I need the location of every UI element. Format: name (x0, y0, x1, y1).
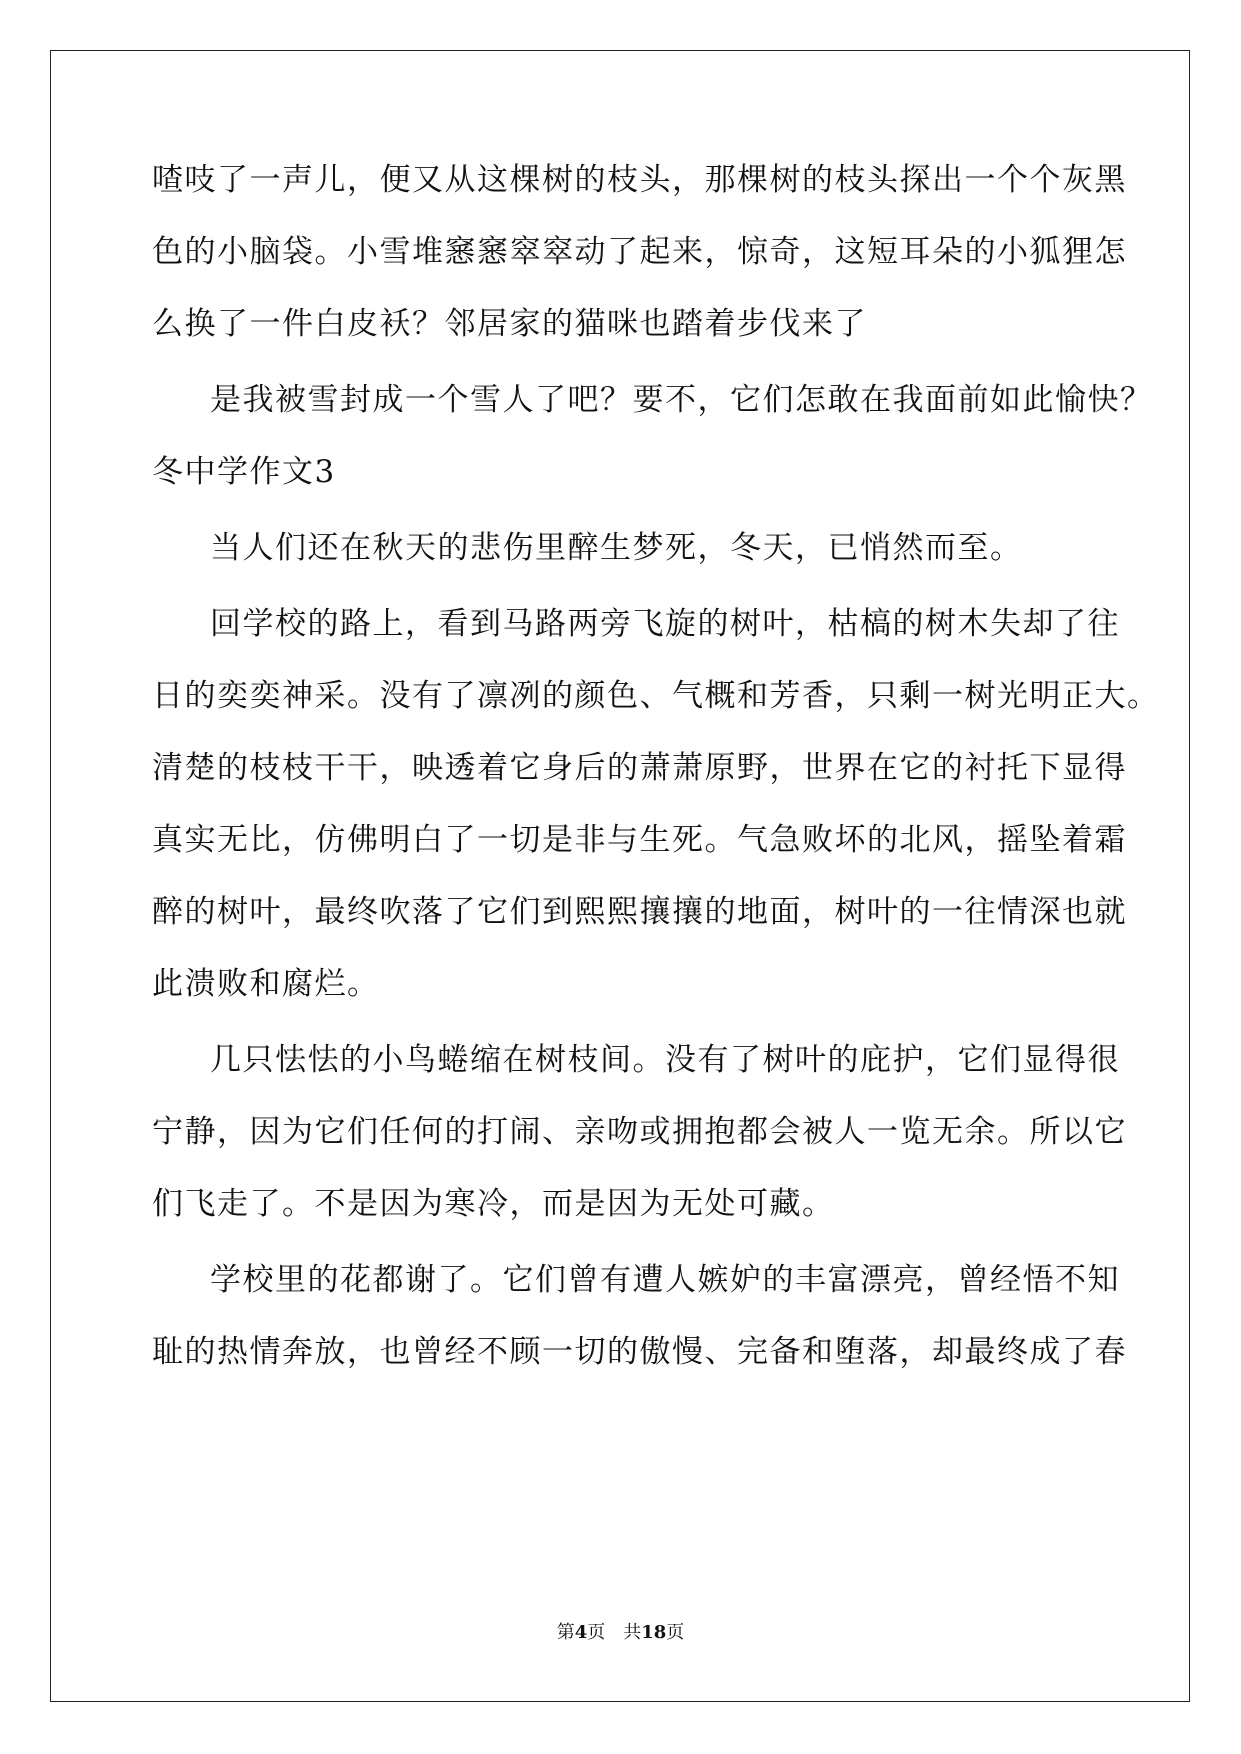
paragraph-first-line: 学校里的花都谢了。它们曾有遭人嫉妒的丰富漂亮，曾经悟不知 (210, 1262, 1120, 1298)
page-number-separator: 页 共 (587, 1622, 642, 1643)
text-line: 醉的树叶，最终吹落了它们到熙熙攘攘的地面，树叶的一往情深也就 (152, 894, 1127, 930)
paragraph-first-line: 当人们还在秋天的悲伤里醉生梦死，冬天，已悄然而至。 (210, 530, 1023, 566)
page-border (50, 50, 1190, 1702)
paragraph-first-line: 是我被雪封成一个雪人了吧？要不，它们怎敢在我面前如此愉快？ (210, 382, 1153, 418)
text-line: 此溃败和腐烂。 (152, 966, 380, 1002)
text-line: 耻的热情奔放，也曾经不顾一切的傲慢、完备和堕落，却最终成了春 (152, 1334, 1127, 1370)
page-number-prefix: 第 (556, 1622, 575, 1643)
paragraph-first-line: 几只怯怯的小鸟蜷缩在树枝间。没有了树叶的庇护，它们显得很 (210, 1042, 1120, 1078)
text-line: 真实无比，仿佛明白了一切是非与生死。气急败坏的北风，摇坠着霜 (152, 822, 1127, 858)
text-line: 们飞走了。不是因为寒冷，而是因为无处可藏。 (152, 1186, 835, 1222)
page-number-suffix: 页 (666, 1622, 685, 1643)
page-number-total: 18 (641, 1622, 667, 1643)
text-line: 么换了一件白皮袄？邻居家的猫咪也踏着步伐来了 (152, 306, 867, 342)
text-line: 喳吱了一声儿，便又从这棵树的枝头，那棵树的枝头探出一个个灰黑 (152, 162, 1127, 198)
section-heading: 冬中学作文3 (152, 454, 336, 490)
text-line: 宁静，因为它们任何的打闹、亲吻或拥抱都会被人一览无余。所以它 (152, 1114, 1127, 1150)
paragraph-first-line: 回学校的路上，看到马路两旁飞旋的树叶，枯槁的树木失却了往 (210, 606, 1120, 642)
text-line: 色的小脑袋。小雪堆窸窸窣窣动了起来，惊奇，这短耳朵的小狐狸怎 (152, 234, 1127, 270)
page-number-current: 4 (574, 1622, 588, 1643)
text-line: 日的奕奕神采。没有了凛冽的颜色、气概和芳香，只剩一树光明正大。 (152, 678, 1160, 714)
page-footer (0, 1622, 1241, 1644)
text-line: 清楚的枝枝干干，映透着它身后的萧萧原野，世界在它的衬托下显得 (152, 750, 1127, 786)
